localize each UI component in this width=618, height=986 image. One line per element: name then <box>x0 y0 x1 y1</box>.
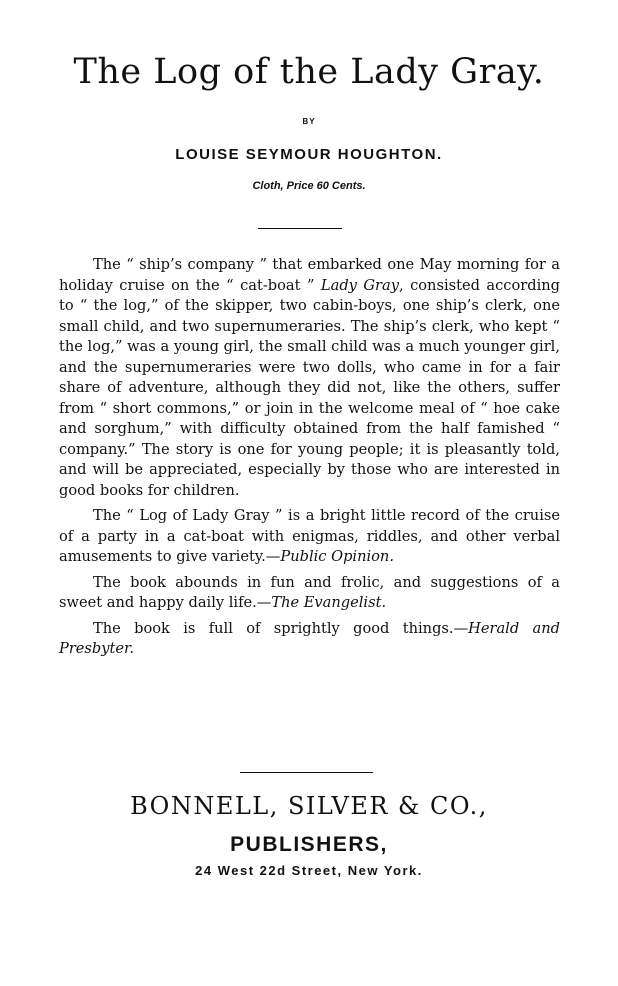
publishers-label: PUBLISHERS, <box>230 833 388 856</box>
author-name: LOUISE SEYMOUR HOUGHTON. <box>175 146 443 163</box>
top-divider <box>258 228 342 229</box>
price-line: Cloth, Price 60 Cents. <box>252 180 366 192</box>
review-body <box>59 255 560 665</box>
description-text-2: , consisted according to “ the log,” of the skipper, two cabin-boys, one ship’s clerk, one small child, and two supernumeraries. The ship’s clerk, who kept “ the log,” was a young girl, the small child was a much younger girl, and the supernumeraries were two dolls, who came in for a fair share of adventure, although they did not, like the others, suffer from “ short commons,” or join in the welcome meal of “ hoe cake and sorghum,” with difficulty obtained from the half famished “ company.” The story is one for young people; it is pleasantly told, and will be appreciated, especially by those who are interested in good books for children. <box>59 276 560 499</box>
review-herald <box>59 619 560 660</box>
review-source: Herald and Presbyter. <box>59 619 560 657</box>
review-source: The Evangelist. <box>271 594 387 611</box>
bottom-divider <box>240 772 373 773</box>
publisher-address: 24 West 22d Street, New York. <box>195 863 423 878</box>
review-evangelist <box>59 573 560 614</box>
by-label: BY <box>302 117 316 126</box>
review-text: The “ Log of Lady Gray ” is a bright little record of the cruise of a party in a cat-boat with enigmas, riddles, and other verbal amusements to give variety.— <box>59 507 560 565</box>
review-text: The book is full of sprightly good things.— <box>93 619 469 637</box>
publisher-name: BONNELL, SILVER & CO., <box>130 792 488 820</box>
description-paragraph <box>59 255 560 501</box>
description-text-1: The “ ship’s company ” that embarked one May morning for a holiday cruise on the “ cat-boat ” <box>59 256 560 294</box>
ship-name: Lady Gray <box>320 276 399 294</box>
review-public-opinion <box>59 506 560 568</box>
review-text: The book abounds in fun and frolic, and suggestions of a sweet and happy daily life.— <box>59 573 560 611</box>
book-title: The Log of the Lady Gray. <box>73 52 545 92</box>
review-source: Public Opinion. <box>280 548 394 565</box>
